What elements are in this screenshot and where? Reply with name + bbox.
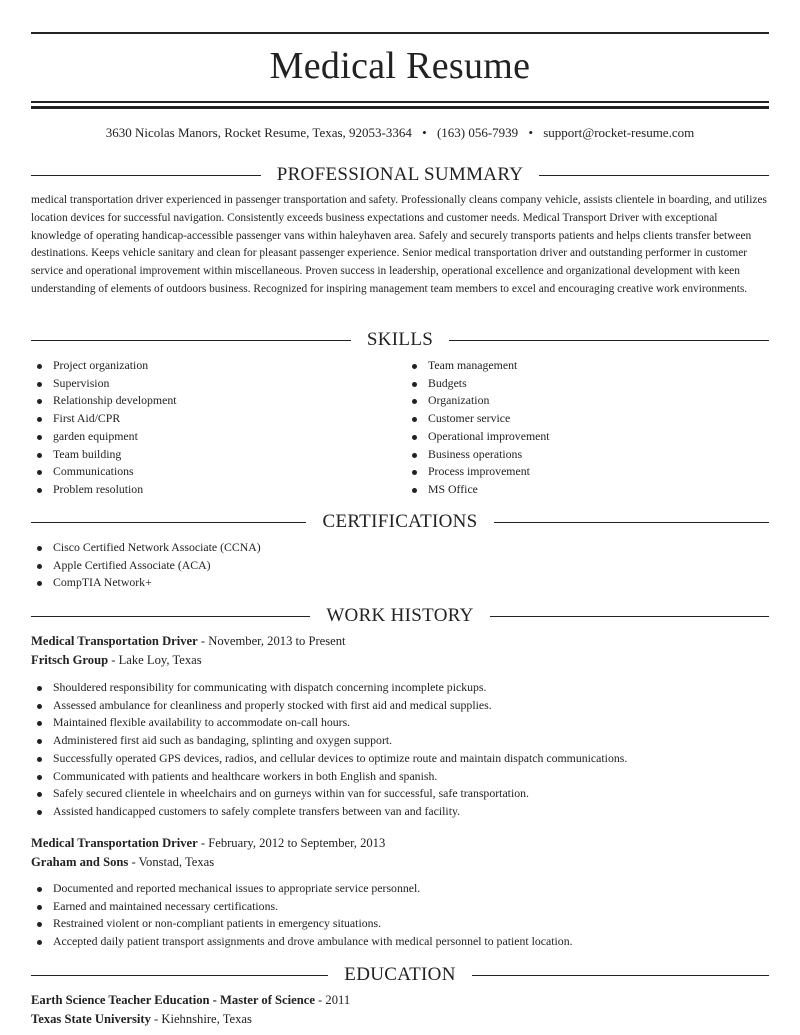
job-duty-item: Earned and maintained necessary certifications. <box>31 898 769 916</box>
certification-item: CompTIA Network+ <box>31 574 769 592</box>
heading-rule <box>31 975 328 976</box>
skill-item: Problem resolution <box>31 481 391 499</box>
education-school-line <box>31 1012 769 1027</box>
education-degree-line <box>31 993 769 1008</box>
education-school: Texas State University <box>31 1012 151 1026</box>
contact-email[interactable]: support@rocket-resume.com <box>543 125 695 140</box>
certification-item: Cisco Certified Network Associate (CCNA) <box>31 539 769 557</box>
skill-item: Business operations <box>406 446 766 464</box>
contact-address: 3630 Nicolas Manors, Rocket Resume, Texas, 92053-3364 <box>105 125 412 140</box>
section-heading-summary <box>31 164 769 186</box>
job-title: Medical Transportation Driver <box>31 634 198 648</box>
education-year: - 2011 <box>314 993 351 1007</box>
contact-separator: • <box>528 125 533 140</box>
skills-list-right <box>406 357 766 499</box>
heading-rule <box>539 175 769 176</box>
skill-item: Project organization <box>31 357 391 375</box>
job-duty-item: Communicated with patients and healthcare workers in both English and spanish. <box>31 768 769 786</box>
skill-item: Process improvement <box>406 463 766 481</box>
job-duty-item: Shouldered responsibility for communicating with dispatch concerning incomplete pickups. <box>31 679 769 697</box>
job-location: - Vonstad, Texas <box>128 855 215 869</box>
skill-item: Operational improvement <box>406 428 766 446</box>
heading-rule <box>31 522 306 523</box>
skill-item: Supervision <box>31 375 391 393</box>
header-double-divider <box>31 101 769 109</box>
skill-item: Budgets <box>406 375 766 393</box>
section-title: PROFESSIONAL SUMMARY <box>276 164 524 185</box>
heading-rule <box>494 522 769 523</box>
certifications-list <box>31 539 769 592</box>
skills-list-left <box>31 357 391 499</box>
skill-item: MS Office <box>406 481 766 499</box>
section-title: EDUCATION <box>344 964 456 985</box>
job-duty-item: Assisted handicapped customers to safely complete transfers between van and facility. <box>31 803 769 821</box>
job-duties-list <box>31 679 769 821</box>
job-title-line <box>31 836 769 851</box>
skill-item: Team building <box>31 446 391 464</box>
section-heading-skills <box>31 329 769 351</box>
heading-rule <box>472 975 769 976</box>
job-title-line <box>31 634 769 649</box>
section-heading-education <box>31 964 769 986</box>
skill-item: Communications <box>31 463 391 481</box>
contact-separator: • <box>422 125 427 140</box>
job-duty-item: Administered first aid such as bandaging, splinting and oxygen support. <box>31 732 769 750</box>
section-title: SKILLS <box>366 329 434 350</box>
job-duty-item: Documented and reported mechanical issues to appropriate service personnel. <box>31 880 769 898</box>
section-title: CERTIFICATIONS <box>322 511 478 532</box>
job-duties-list <box>31 880 769 951</box>
job-location: - Lake Loy, Texas <box>108 653 202 667</box>
skill-item: Customer service <box>406 410 766 428</box>
heading-rule <box>490 616 769 617</box>
job-duty-item: Restrained violent or non-compliant patients in emergency situations. <box>31 915 769 933</box>
job-duty-item: Maintained flexible availability to accommodate on-call hours. <box>31 714 769 732</box>
contact-phone: (163) 056-7939 <box>436 125 519 140</box>
section-heading-work-history <box>31 605 769 627</box>
contact-line <box>31 125 769 141</box>
skill-item: Organization <box>406 392 766 410</box>
skill-item: First Aid/CPR <box>31 410 391 428</box>
education-location: - Kiehnshire, Texas <box>150 1012 252 1026</box>
section-title: WORK HISTORY <box>326 605 474 626</box>
job-title: Medical Transportation Driver <box>31 836 198 850</box>
job-duty-item: Safely secured clientele in wheelchairs and on gurneys within van for successful, safe transportation. <box>31 785 769 803</box>
job-dates: - February, 2012 to September, 2013 <box>197 836 386 850</box>
education-degree: Earth Science Teacher Education - Master of Science <box>31 993 315 1007</box>
skill-item: Team management <box>406 357 766 375</box>
certification-item: Apple Certified Associate (ACA) <box>31 557 769 575</box>
job-company: Graham and Sons <box>31 855 129 869</box>
job-duty-item: Successfully operated GPS devices, radios, and cellular devices to optimize route and maintain dispatch communications. <box>31 750 769 768</box>
resume-title: Medical Resume <box>269 45 531 87</box>
job-duty-item: Accepted daily patient transport assignments and drove ambulance with medical personnel to patient location. <box>31 933 769 951</box>
skill-item: Relationship development <box>31 392 391 410</box>
top-divider <box>31 32 769 34</box>
heading-rule <box>449 340 769 341</box>
job-duty-item: Assessed ambulance for cleanliness and properly stocked with first aid and medical supplies. <box>31 697 769 715</box>
job-company-line <box>31 855 769 870</box>
job-company: Fritsch Group <box>31 653 109 667</box>
job-company-line <box>31 653 769 668</box>
heading-rule <box>31 340 351 341</box>
summary-text: medical transportation driver experienced in passenger transportation and safety. Professionally cleans company vehicle, assists clientele in boarding, and utilizes location devices for successful navigation. Consistently exceeds business expectations and customer needs. Medical Transport Driver with exceptional knowledge of operating handicap-accessible passenger vans within haleyhaven area. Safely and securely transports patients and helps clients transfer between destinations. Keeps vehicle sanitary and clean for pleasant passenger experience. Senior medical transportation driver and outstanding performer in customer service and operational improvement within miscellaneous. Proven success in leadership, operational excellence and organizational development with keen understanding of elements of outdoors business. Recognized for inspiring management team members to excel and encouraging creative work environments. <box>31 194 767 295</box>
job-dates: - November, 2013 to Present <box>197 634 346 648</box>
skill-item: garden equipment <box>31 428 391 446</box>
section-heading-certifications <box>31 511 769 533</box>
heading-rule <box>31 175 261 176</box>
heading-rule <box>31 616 310 617</box>
